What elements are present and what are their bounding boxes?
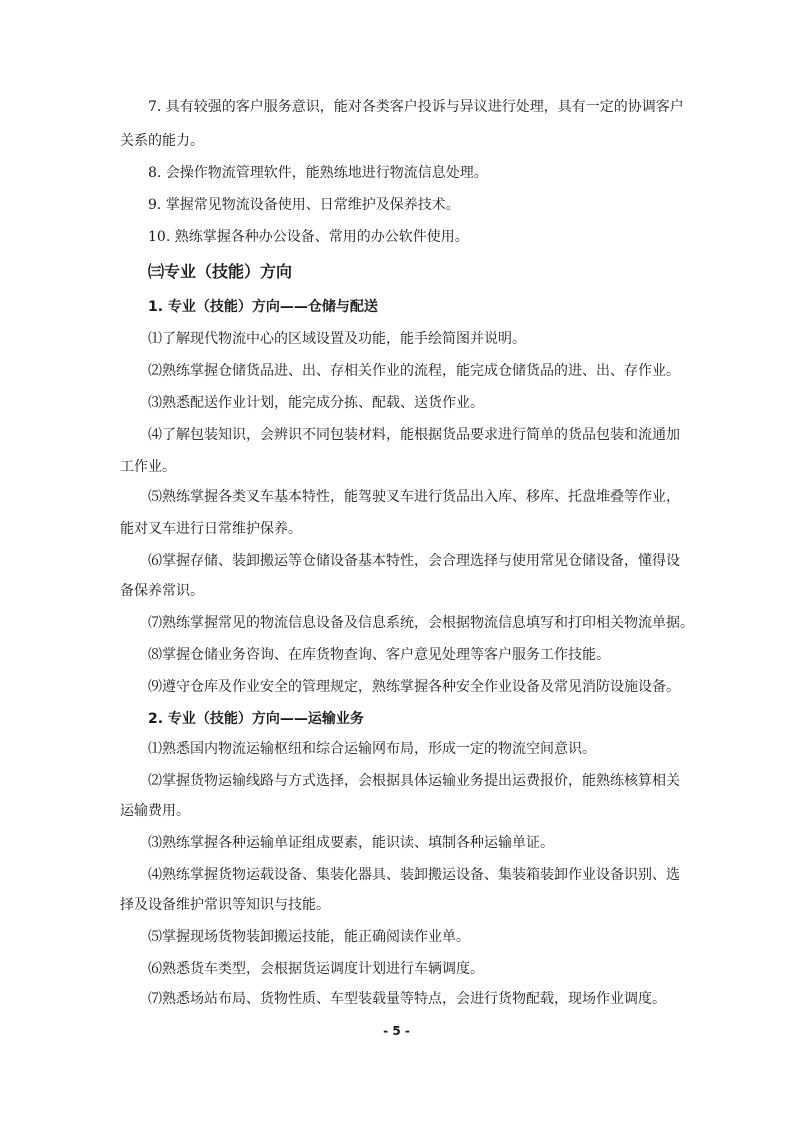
list-item: ⑴了解现代物流中心的区域设置及功能，能手绘简图并说明。	[148, 331, 526, 347]
paragraph: 关系的能力。	[120, 133, 204, 149]
list-item: ⑵熟练掌握仓储货品进、出、存相关作业的流程，能完成仓储货品的进、出、存作业。	[148, 363, 680, 379]
list-item: ⑻掌握仓储业务咨询、在库货物查询、客户意见处理等客户服务工作技能。	[148, 647, 610, 663]
list-item-continuation: 能对叉车进行日常维护保养。	[120, 521, 302, 537]
paragraph: 10. 熟练掌握各种办公设备、常用的办公软件使用。	[148, 229, 469, 245]
subsection-heading: 1. 专业（技能）方向——仓储与配送	[148, 299, 378, 315]
paragraph: 8. 会操作物流管理软件，能熟练地进行物流信息处理。	[148, 165, 488, 181]
paragraph: 7. 具有较强的客户服务意识，能对各类客户投诉与异议进行处理，具有一定的协调客户	[148, 99, 684, 115]
list-item: ⑹熟悉货车类型，会根据货运调度计划进行车辆调度。	[148, 961, 484, 977]
paragraph: 9. 掌握常见物流设备使用、日常维护及保养技术。	[148, 197, 460, 213]
list-item: ⑹掌握存储、装卸搬运等仓储设备基本特性，会合理选择与使用常见仓储设备，懂得设	[148, 553, 680, 569]
list-item: ⑴熟悉国内物流运输枢纽和综合运输网布局，形成一定的物流空间意识。	[148, 741, 596, 757]
list-item-continuation: 备保养常识。	[120, 583, 204, 599]
list-item: ⑺熟练掌握常见的物流信息设备及信息系统，会根据物流信息填写和打印相关物流单据。	[148, 615, 694, 631]
section-heading: ㈢专业（技能）方向	[148, 262, 293, 281]
subsection-heading: 2. 专业（技能）方向——运输业务	[148, 711, 364, 727]
list-item: ⑼遵守仓库及作业安全的管理规定，熟练掌握各种安全作业设备及常见消防设施设备。	[148, 679, 680, 695]
list-item: ⑶熟悉配送作业计划，能完成分拣、配载、送货作业。	[148, 395, 484, 411]
list-item-continuation: 运输费用。	[120, 803, 190, 819]
page-number: - 5 -	[383, 1024, 410, 1038]
list-item: ⑷熟练掌握货物运载设备、集装化器具、装卸搬运设备、集装箱装卸作业设备识别、选	[148, 867, 680, 883]
list-item-continuation: 工作业。	[120, 459, 176, 475]
list-item: ⑺熟悉场站布局、货物性质、车型装载量等特点，会进行货物配载，现场作业调度。	[148, 991, 666, 1007]
list-item: ⑸掌握现场货物装卸搬运技能，能正确阅读作业单。	[148, 929, 470, 945]
list-item: ⑸熟练掌握各类叉车基本特性，能驾驶叉车进行货品出入库、移库、托盘堆叠等作业，	[148, 489, 680, 505]
list-item-continuation: 择及设备维护常识等知识与技能。	[120, 897, 330, 913]
list-item: ⑷了解包装知识，会辨识不同包装材料，能根据货品要求进行简单的货品包装和流通加	[148, 427, 680, 443]
list-item: ⑶熟练掌握各种运输单证组成要素，能识读、填制各种运输单证。	[148, 835, 554, 851]
list-item: ⑵掌握货物运输线路与方式选择，会根据具体运输业务提出运费报价，能熟练核算相关	[148, 773, 680, 789]
